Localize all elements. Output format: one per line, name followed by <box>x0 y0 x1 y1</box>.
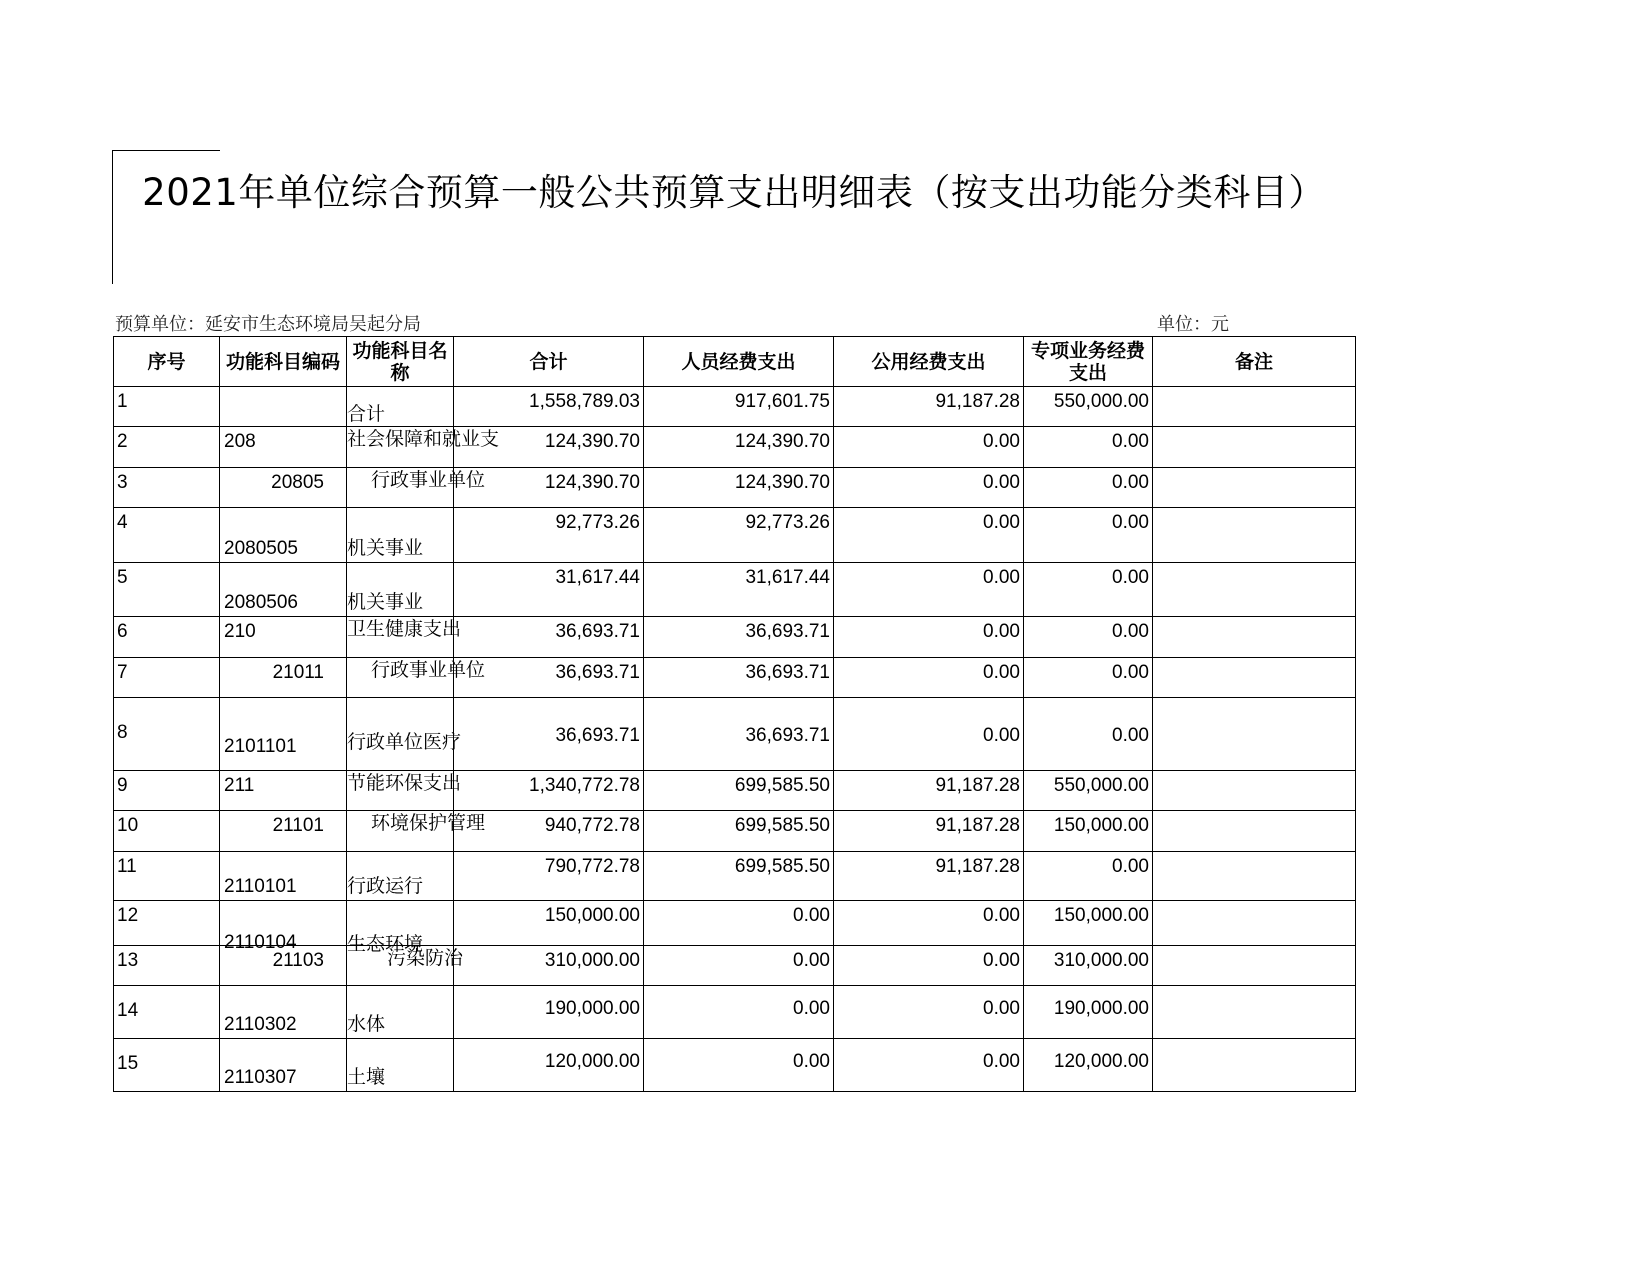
cell-public: 91,187.28 <box>834 811 1024 852</box>
cell-seq: 7 <box>114 658 220 698</box>
cell-name <box>347 508 454 563</box>
cell-public: 0.00 <box>834 1039 1024 1092</box>
cell-code: 21011 <box>220 658 347 698</box>
cell-name <box>347 468 486 508</box>
cell-name <box>347 427 500 468</box>
cell-public: 0.00 <box>834 617 1024 658</box>
cell-name-text: 行政单位医疗 <box>347 731 462 753</box>
cell-special: 190,000.00 <box>1024 986 1153 1039</box>
cell-special: 0.00 <box>1024 698 1153 771</box>
cell-personnel: 36,693.71 <box>644 698 834 771</box>
cell-total: 190,000.00 <box>454 986 644 1039</box>
cell-seq: 13 <box>114 946 220 986</box>
cell-remark <box>1153 852 1356 901</box>
cell-remark <box>1153 698 1356 771</box>
cell-seq: 15 <box>114 1039 220 1092</box>
cell-name <box>347 387 454 427</box>
cell-name-text: 机关事业 <box>347 537 424 559</box>
cell-code: 2110307 <box>220 1039 347 1092</box>
cell-personnel: 699,585.50 <box>644 771 834 811</box>
cell-remark <box>1153 427 1356 468</box>
cell-code: 2080506 <box>220 563 347 617</box>
cell-remark <box>1153 986 1356 1039</box>
table-row <box>114 468 1356 508</box>
cell-public: 0.00 <box>834 563 1024 617</box>
header-public: 公用经费支出 <box>834 337 1024 387</box>
cell-seq: 8 <box>114 698 220 771</box>
cell-name <box>347 698 462 771</box>
cell-public: 0.00 <box>834 658 1024 698</box>
cell-remark <box>1153 508 1356 563</box>
cell-seq: 14 <box>114 986 220 1039</box>
cell-seq: 4 <box>114 508 220 563</box>
table-row <box>114 852 1356 901</box>
cell-special: 0.00 <box>1024 617 1153 658</box>
cell-total: 1,558,789.03 <box>454 387 644 427</box>
cell-code: 211 <box>220 771 347 811</box>
cell-remark <box>1153 946 1356 986</box>
cell-special: 550,000.00 <box>1024 771 1153 811</box>
cell-personnel: 0.00 <box>644 986 834 1039</box>
cell-personnel: 917,601.75 <box>644 387 834 427</box>
table-row <box>114 563 1356 617</box>
table-row <box>114 508 1356 563</box>
table-row <box>114 986 1356 1039</box>
cell-public: 0.00 <box>834 901 1024 946</box>
cell-code: 210 <box>220 617 347 658</box>
cell-special: 0.00 <box>1024 508 1153 563</box>
cell-total: 92,773.26 <box>454 508 644 563</box>
cell-public: 0.00 <box>834 698 1024 771</box>
cell-special: 0.00 <box>1024 563 1153 617</box>
cell-remark <box>1153 387 1356 427</box>
cell-personnel: 0.00 <box>644 1039 834 1092</box>
budget-unit-label: 预算单位：延安市生态环境局吴起分局 <box>115 314 421 335</box>
cell-total: 36,693.71 <box>454 617 644 658</box>
cell-name-text: 节能环保支出 <box>347 772 462 794</box>
cell-personnel: 0.00 <box>644 946 834 986</box>
cell-public: 0.00 <box>834 468 1024 508</box>
cell-code: 21103 <box>220 946 347 986</box>
header-special: 专项业务经费支出 <box>1024 337 1153 387</box>
cell-code: 2110101 <box>220 852 347 901</box>
cell-name <box>347 901 454 955</box>
currency-unit-label: 单位：元 <box>1157 314 1229 335</box>
cell-code <box>220 387 347 427</box>
table-row <box>114 698 1356 771</box>
cell-public: 0.00 <box>834 986 1024 1039</box>
cell-public: 91,187.28 <box>834 852 1024 901</box>
cell-seq: 12 <box>114 901 220 946</box>
cell-remark <box>1153 901 1356 946</box>
cell-name <box>347 811 486 852</box>
cell-name <box>347 1039 454 1092</box>
cell-special: 0.00 <box>1024 852 1153 901</box>
expenditure-table <box>113 336 1356 1092</box>
header-remark: 备注 <box>1153 337 1356 387</box>
cell-code <box>220 901 347 953</box>
cell-code: 20805 <box>220 468 347 508</box>
cell-name-text: 生态环境 <box>347 933 424 955</box>
table-row <box>114 771 1356 811</box>
cell-special: 0.00 <box>1024 468 1153 508</box>
cell-personnel: 36,693.71 <box>644 658 834 698</box>
cell-total: 940,772.78 <box>454 811 644 852</box>
header-total: 合计 <box>454 337 644 387</box>
header-seq: 序号 <box>114 337 220 387</box>
cell-name <box>347 563 454 617</box>
cell-name-text: 行政事业单位 <box>371 659 486 681</box>
cell-seq: 9 <box>114 771 220 811</box>
cell-name <box>347 771 462 811</box>
cell-total: 124,390.70 <box>454 427 644 468</box>
cell-special: 150,000.00 <box>1024 901 1153 946</box>
cell-public: 0.00 <box>834 427 1024 468</box>
cell-total: 120,000.00 <box>454 1039 644 1092</box>
cell-name <box>347 658 486 698</box>
cell-name-text: 机关事业 <box>347 591 424 613</box>
cell-total: 36,693.71 <box>454 658 644 698</box>
cell-code: 2101101 <box>220 698 347 771</box>
cell-total: 310,000.00 <box>454 946 644 986</box>
cell-personnel: 36,693.71 <box>644 617 834 658</box>
cell-name-text: 合计 <box>347 403 386 425</box>
cell-special: 150,000.00 <box>1024 811 1153 852</box>
cell-total: 150,000.00 <box>454 901 644 946</box>
cell-code: 2080505 <box>220 508 347 563</box>
cell-personnel: 0.00 <box>644 901 834 946</box>
cell-seq: 1 <box>114 387 220 427</box>
cell-code: 21101 <box>220 811 347 852</box>
cell-code: 208 <box>220 427 347 468</box>
cell-public: 0.00 <box>834 946 1024 986</box>
cell-name <box>347 617 462 658</box>
cell-special: 310,000.00 <box>1024 946 1153 986</box>
table-row <box>114 946 1356 986</box>
cell-name-text: 土壤 <box>347 1066 386 1088</box>
cell-remark <box>1153 563 1356 617</box>
cell-total: 36,693.71 <box>454 698 644 771</box>
cell-total: 790,772.78 <box>454 852 644 901</box>
cell-special: 0.00 <box>1024 427 1153 468</box>
cell-seq: 10 <box>114 811 220 852</box>
header-row <box>114 337 1356 387</box>
cell-code-text: 2110104 <box>224 932 297 953</box>
corner-mark-left <box>112 150 113 284</box>
cell-public: 91,187.28 <box>834 771 1024 811</box>
cell-seq: 6 <box>114 617 220 658</box>
cell-name-text: 卫生健康支出 <box>347 618 462 640</box>
cell-special: 550,000.00 <box>1024 387 1153 427</box>
cell-remark <box>1153 468 1356 508</box>
cell-total: 31,617.44 <box>454 563 644 617</box>
corner-mark-top <box>112 150 220 151</box>
cell-name <box>347 946 464 986</box>
cell-name <box>347 852 454 901</box>
cell-remark <box>1153 617 1356 658</box>
cell-name-text: 行政运行 <box>347 875 424 897</box>
table-row <box>114 617 1356 658</box>
cell-personnel: 699,585.50 <box>644 852 834 901</box>
cell-code: 2110302 <box>220 986 347 1039</box>
cell-name-text: 污染防治 <box>387 947 464 969</box>
cell-name-text: 行政事业单位 <box>371 469 486 491</box>
cell-special: 0.00 <box>1024 658 1153 698</box>
header-personnel: 人员经费支出 <box>644 337 834 387</box>
cell-seq: 3 <box>114 468 220 508</box>
cell-name-text: 水体 <box>347 1013 386 1035</box>
table-row <box>114 1039 1356 1092</box>
cell-remark <box>1153 1039 1356 1092</box>
cell-personnel: 92,773.26 <box>644 508 834 563</box>
cell-seq: 11 <box>114 852 220 901</box>
cell-name-text: 社会保障和就业支 <box>347 428 500 450</box>
cell-remark <box>1153 658 1356 698</box>
table-row <box>114 387 1356 427</box>
cell-personnel: 699,585.50 <box>644 811 834 852</box>
cell-public: 0.00 <box>834 508 1024 563</box>
cell-personnel: 31,617.44 <box>644 563 834 617</box>
table-row <box>114 427 1356 468</box>
table-row <box>114 811 1356 852</box>
header-code: 功能科目编码 <box>220 337 347 387</box>
cell-personnel: 124,390.70 <box>644 427 834 468</box>
cell-name-text: 环境保护管理 <box>371 812 486 834</box>
cell-name <box>347 986 454 1039</box>
cell-personnel: 124,390.70 <box>644 468 834 508</box>
table-row <box>114 901 1356 946</box>
cell-seq: 5 <box>114 563 220 617</box>
cell-remark <box>1153 771 1356 811</box>
table-row <box>114 658 1356 698</box>
header-name: 功能科目名称 <box>347 337 454 387</box>
cell-seq: 2 <box>114 427 220 468</box>
page-title: 2021年单位综合预算一般公共预算支出明细表（按支出功能分类科目） <box>142 171 1326 214</box>
cell-remark <box>1153 811 1356 852</box>
cell-special: 120,000.00 <box>1024 1039 1153 1092</box>
cell-public: 91,187.28 <box>834 387 1024 427</box>
cell-total: 1,340,772.78 <box>454 771 644 811</box>
cell-total: 124,390.70 <box>454 468 644 508</box>
